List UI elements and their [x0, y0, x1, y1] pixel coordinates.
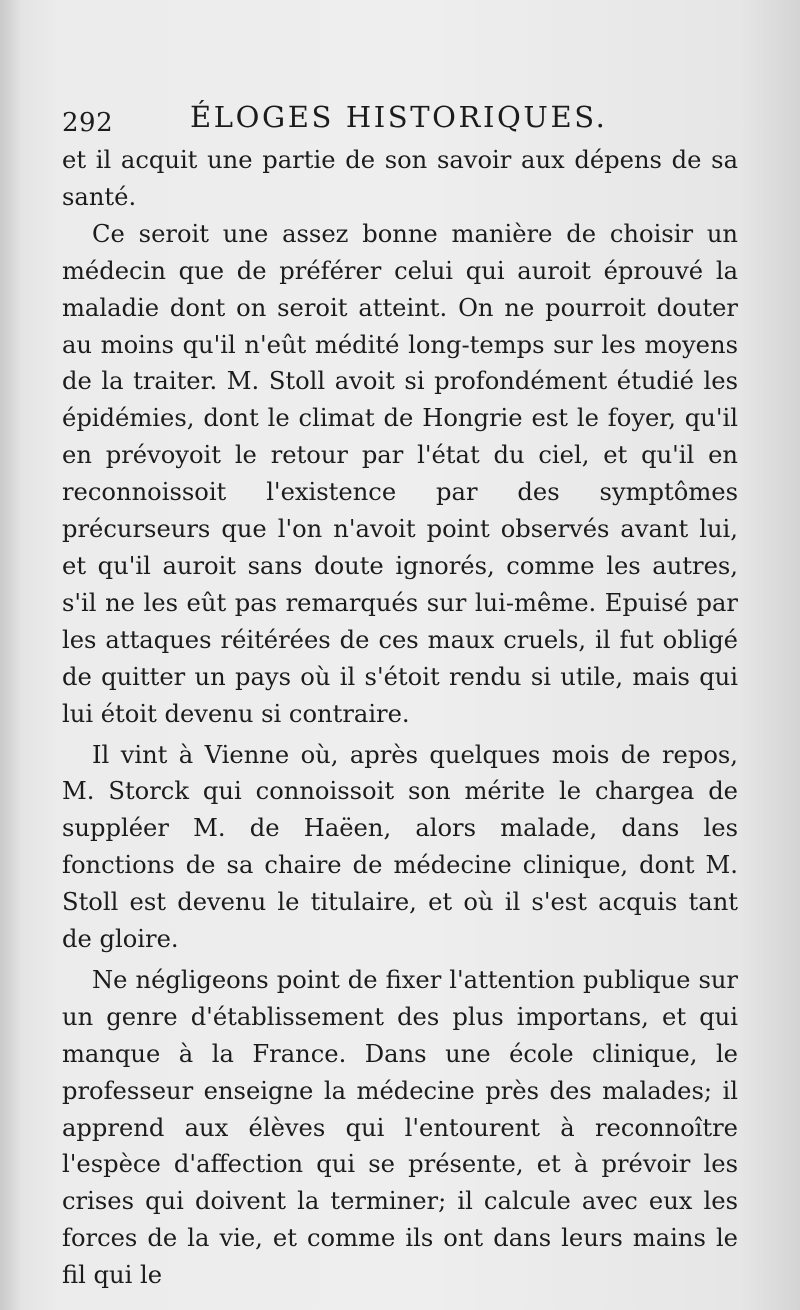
body-text — [62, 142, 738, 1294]
paragraph-clinical-school: Ne négligeons point de fixer l'attention publique sur un genre d'établissement des plus importans, et qui manque à la France. Dans une école clinique, le professeur enseigne la médecine près des malades; il apprend aux élèves qui l'entourent à reconnoître l'espèce d'affection qui se présente, et à prévoir les crises qui doivent la terminer; il calcule avec eux les forces de la vie, et comme ils ont dans leurs mains le fil qui le — [62, 965, 738, 1290]
paragraph-vienna: Il vint à Vienne où, après quelques mois de repos, M. Storck qui connoissoit son mérite le chargea de suppléer M. de Haëen, alors malade, dans les fonctions de sa chaire de médecine clinique, dont M. Stoll est devenu le titulaire, et où il s'est acquis tant de gloire. — [62, 740, 738, 954]
page-number: 292 — [62, 108, 114, 138]
page-header — [62, 100, 742, 140]
paragraph-continuation: et il acquit une partie de son savoir aux dépens de sa santé. — [62, 146, 738, 211]
paragraph-choosing-physician: Ce seroit une assez bonne manière de choisir un médecin que de préférer celui qui auroit éprouvé la maladie dont on seroit atteint. On ne pourroit douter au moins qu'il n'eût médité long-temps sur les moyens de la traiter. M. Stoll avoit si profondément étudié les épidémies, dont le climat de Hongrie est le foyer, qu'il en prévoyoit le retour par l'état du ciel, et qu'il en reconnoissoit l'existence par des symptômes précurseurs que l'on n'avoit point observés avant lui, et qu'il auroit sans doute ignorés, comme les autres, s'il ne les eût pas remarqués sur lui-même. Epuisé par les attaques réitérées de ces maux cruels, il fut obligé de quitter un pays où il s'étoit rendu si utile, mais qui lui étoit devenu si contraire. — [62, 219, 738, 728]
running-title: ÉLOGES HISTORIQUES. — [190, 100, 608, 134]
